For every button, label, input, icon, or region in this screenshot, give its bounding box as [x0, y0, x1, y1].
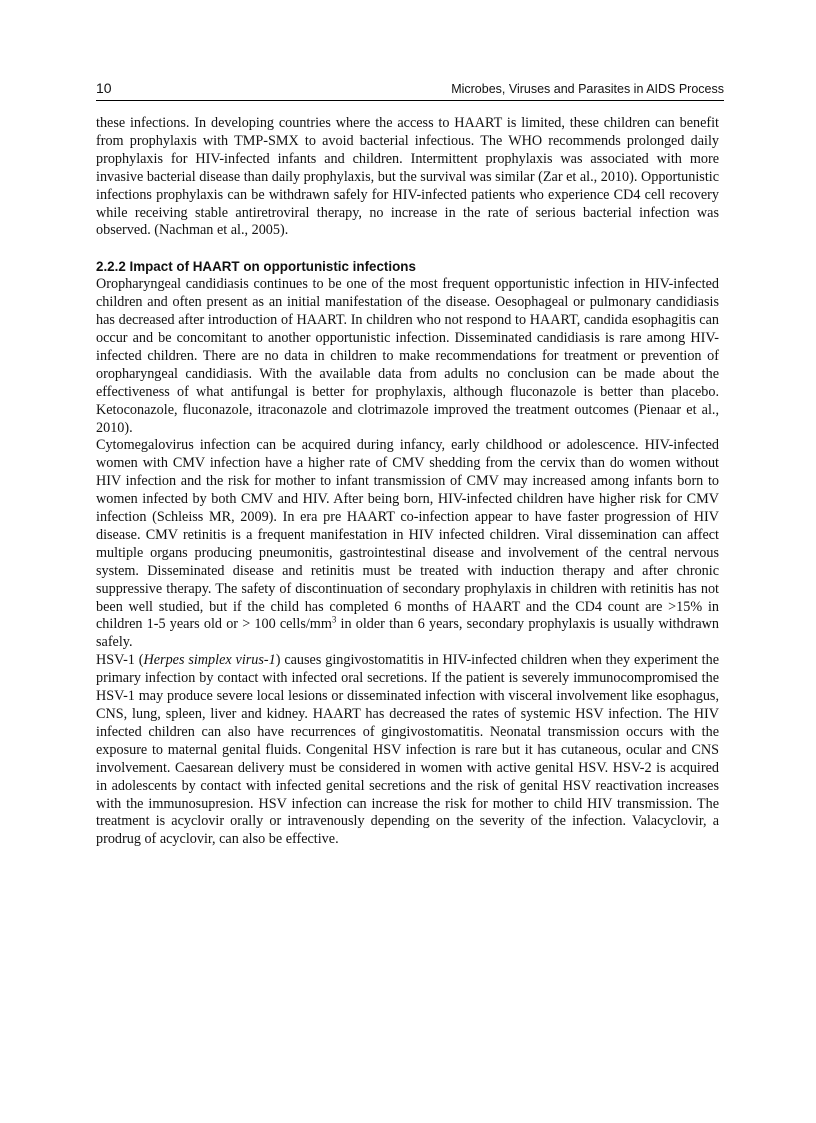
paragraph-intro: these infections. In developing countries where the access to HAART is limited, these children can benefit from prophylaxis with TMP-SMX to avoid bacterial infectious. The WHO recommends prolonged daily prophylaxis for HIV-infected infants and children. Intermittent prophylaxis was associated with more invasive bacterial disease than daily prophylaxis, but the survival was similar (Zar et al., 2010). Opportunistic infections prophylaxis can be withdrawn safely for HIV-infected patients who experience CD4 cell recovery while receiving stable antiretroviral therapy, no increase in the rate of serious bacterial infection was observed. (Nachman et al., 2005). — [96, 115, 719, 239]
page-header — [96, 80, 724, 101]
hsv-italic-name: Herpes simplex virus-1 — [143, 652, 276, 669]
section-gap — [96, 240, 719, 258]
page-number: 10 — [96, 80, 112, 96]
running-title: Microbes, Viruses and Parasites in AIDS Process — [451, 82, 724, 96]
section-heading: 2.2.2 Impact of HAART on opportunistic infections — [96, 259, 416, 275]
hsv-lead: HSV-1 ( — [96, 652, 144, 669]
cmv-text: Cytomegalovirus infection can be acquired during infancy, early childhood or adolescence. HIV-infected women with CMV infection have a higher rate of CMV shedding from the cervix than do women without HIV infection and the risk for mother to infant transmission of CMV may increased among infants born to women infected by both CMV and HIV. After being born, HIV-infected children have higher risk for CMV infection (Schleiss MR, 2009). In era pre HAART co-infection appear to have faster progression of HIV disease. CMV retinitis is a frequent manifestation in HIV infected children. Viral dissemination can affect multiple organs producing pneumonitis, gastrointestinal disease and involvement of the central nervous system. Disseminated disease and retinitis must be treated with induction therapy and after chronic suppressive therapy. The safety of discontinuation of secondary prophylaxis in children with retinitis has not been well studied, but if the child has completed 6 months of HAART and the CD4 count are >15% in children 1-5 years old or > 100 cells/mm — [96, 437, 719, 633]
body-text — [96, 115, 719, 849]
cmv-text-tail: in older than 6 years, secondary prophylaxis is usually withdrawn safely. — [96, 616, 720, 651]
paragraph-candidiasis: Oropharyngeal candidiasis continues to be one of the most frequent opportunistic infection in HIV-infected children and often present as an initial manifestation of the disease. Oesophageal or pulmonary candidiasis has decreased after introduction of HAART. In children who not respond to HAART, candida esophagitis can occur and be concomitant to another opportunistic infection. Disseminated candidiasis is rare among HIV-infected children. There are no data in children to make recommendations for treatment or prevention of oropharyngeal candidiasis. With the available data from adults no conclusion can be made about the effectiveness of what antifungal is better for prophylaxis, although fluconazole is better than placebo. Ketoconazole, fluconazole, itraconazole and clotrimazole improved the treatment outcomes (Pienaar et al., 2010). — [96, 276, 719, 436]
superscript: 3 — [331, 614, 337, 625]
paragraph-cmv — [96, 437, 719, 652]
hsv-text: ) causes gingivostomatitis in HIV-infected children when they experiment the primary infection by contact with infected oral secretions. If the patient is severely immunocompromised the HSV-1 may produce severe local lesions or disseminated infection with visceral involvement like esophagus, CNS, lung, spleen, liver and kidney. HAART has decreased the rates of systemic HSV infection. The HIV infected children can also have recurrences of gingivostomatitis. Neonatal transmission occurs with the exposure to maternal genital fluids. Congenital HSV infection is rare but it has cutaneous, ocular and CNS involvement. Caesarean delivery must be considered in women with active genital HSV. HSV-2 is acquired in adolescents by contact with infected genital secretions and the risk of genital HSV reactivation increases with the immunosupresion. HSV infection can increase the risk for mother to child HIV transmission. The treatment is acyclovir orally or intravenously depending on the severity of the infection. Valacyclovir, a prodrug of acyclovir, can also be effective. — [96, 652, 719, 848]
paragraph-hsv — [96, 652, 719, 849]
